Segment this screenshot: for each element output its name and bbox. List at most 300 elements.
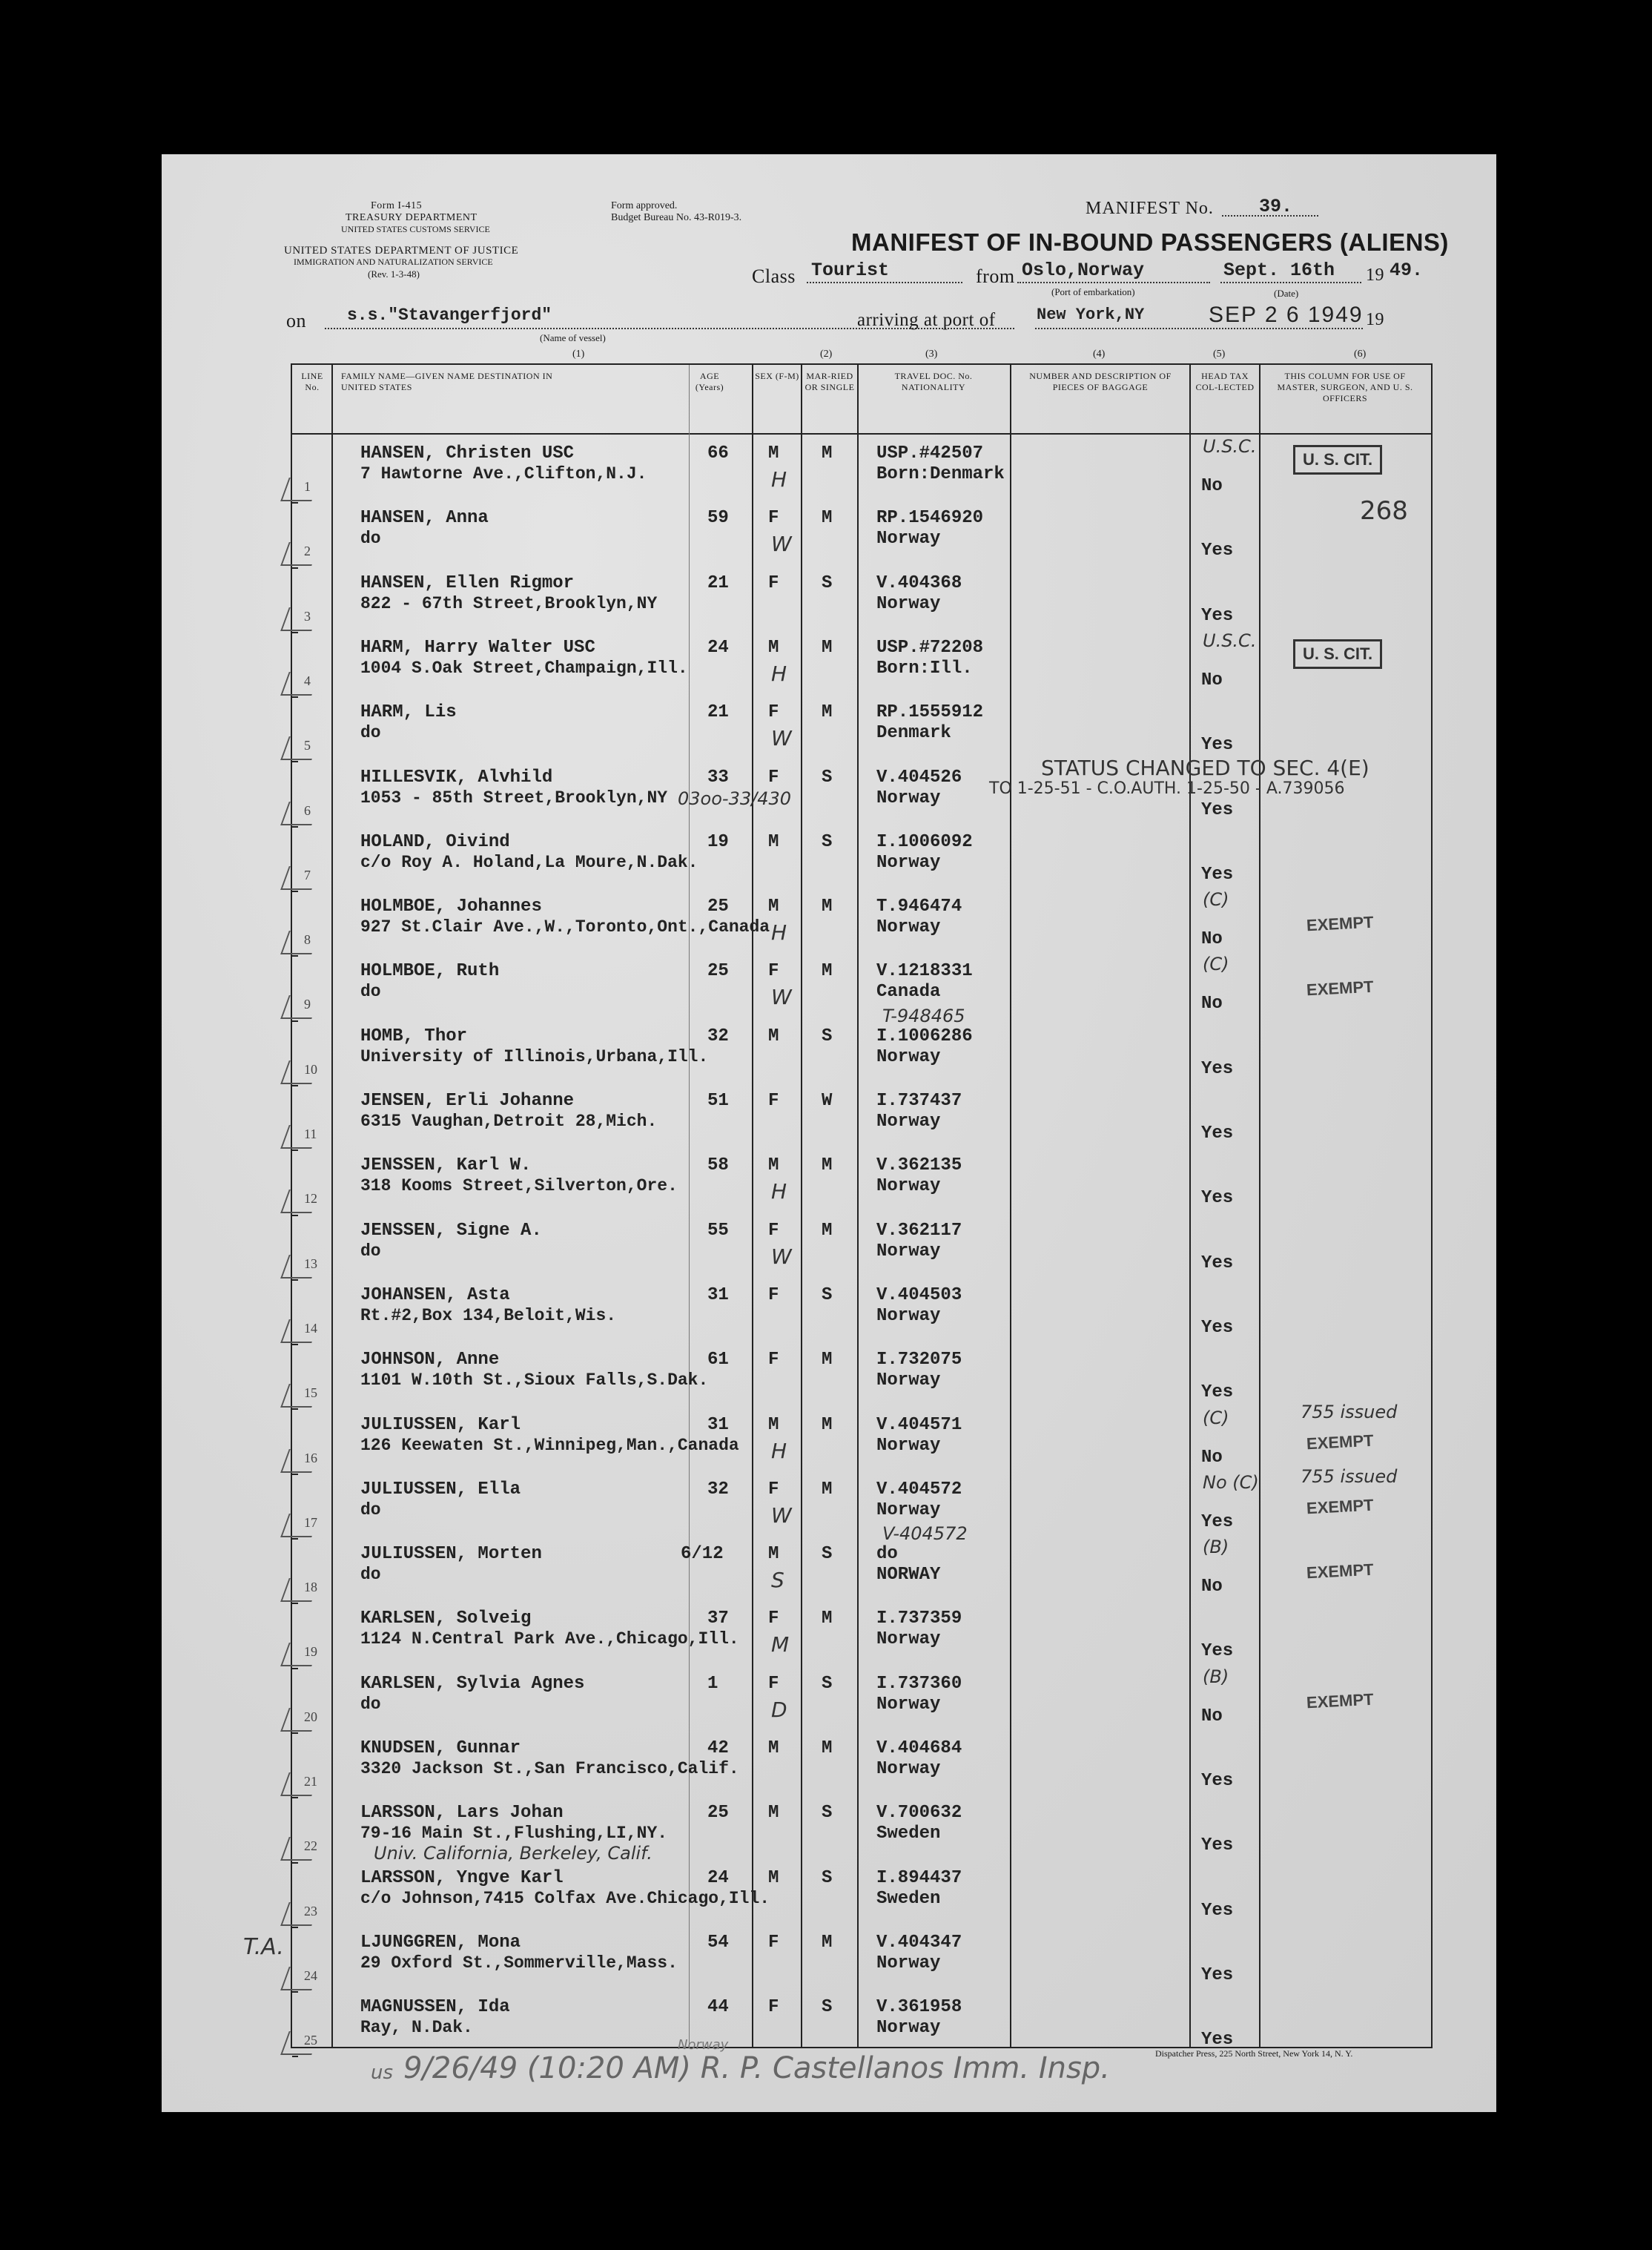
marital-status: M	[822, 508, 833, 529]
handwritten-relation: M	[771, 1632, 790, 1657]
passenger-name: JENSEN, Erli Johanne	[360, 1091, 575, 1111]
year-value: 49.	[1390, 260, 1424, 281]
nationality: Denmark	[876, 723, 951, 744]
handwritten-relation: W	[771, 1502, 792, 1528]
passenger-age: 32	[707, 1026, 729, 1046]
col-officers: THIS COLUMN FOR USE OF MASTER, SURGEON, AND U. S. OFFICERS	[1277, 371, 1413, 403]
passenger-age: 37	[707, 1609, 729, 1629]
passenger-age: 42	[707, 1738, 729, 1758]
travel-document: RP.1546920	[876, 508, 984, 529]
nationality: Born:Denmark	[876, 464, 1005, 484]
line-number: 22	[304, 1838, 317, 1854]
handwritten-relation: W	[771, 726, 792, 751]
line-number: 9	[304, 997, 311, 1012]
line-number: 21	[304, 1774, 317, 1789]
marital-status: S	[822, 767, 833, 788]
head-tax: Yes	[1201, 1835, 1234, 1856]
travel-document: I.732075	[876, 1350, 962, 1370]
passenger-sex: M	[768, 1867, 779, 1888]
table-row	[292, 1734, 1431, 1799]
line-number: 17	[304, 1514, 317, 1530]
marital-status: S	[822, 1673, 833, 1694]
passenger-destination: do	[360, 529, 381, 549]
from-dots	[1017, 282, 1210, 283]
column-number-4: (4)	[1093, 349, 1106, 360]
passenger-sex: F	[768, 1673, 779, 1694]
row-separator	[292, 2056, 298, 2057]
passenger-sex: F	[768, 1350, 779, 1370]
handwritten-relation: W	[771, 532, 792, 557]
head-tax: No	[1201, 476, 1223, 496]
nationality: Norway	[876, 1629, 941, 1650]
travel-document: V.361958	[876, 1997, 962, 2018]
passenger-table	[291, 363, 1433, 2053]
status-change-authority: TO 1-25-51 - C.O.AUTH. 1-25-50 - A.739056	[989, 779, 1345, 798]
table-row	[292, 1928, 1431, 1993]
travel-document: I.1006286	[876, 1026, 973, 1046]
passenger-destination: 822 - 67th Street,Brooklyn,NY	[360, 593, 658, 613]
marital-status: M	[822, 1479, 833, 1500]
passenger-name: JULIUSSEN, Karl	[360, 1414, 521, 1435]
passenger-age: 6/12	[681, 1544, 724, 1565]
col-line: LINE No.	[301, 371, 323, 392]
tax-annotation: (C)	[1203, 1407, 1229, 1428]
officer-note: 268	[1360, 496, 1408, 527]
nationality: Norway	[876, 852, 941, 873]
col-name: FAMILY NAME—GIVEN NAME DESTINATION IN UNITED STATES	[341, 371, 553, 392]
head-tax: Yes	[1201, 1964, 1234, 1985]
handwritten-issue-note: 755 issued	[1301, 1465, 1398, 1487]
passenger-name: LJUNGGREN, Mona	[360, 1932, 521, 1953]
embark-caption: (Port of embarkation)	[1051, 286, 1135, 297]
passenger-age: 1	[707, 1673, 718, 1694]
table-row	[292, 1151, 1431, 1216]
passenger-name: JENSSEN, Signe A.	[360, 1220, 542, 1241]
head-tax: Yes	[1201, 864, 1234, 885]
nationality: Norway	[876, 1435, 941, 1456]
handwritten-relation: H	[771, 1438, 787, 1463]
handwritten-relation: W	[771, 1244, 792, 1269]
travel-document: I.894437	[876, 1867, 962, 1888]
head-tax: No	[1201, 1447, 1223, 1468]
table-row	[292, 954, 1431, 1022]
passenger-age: 19	[707, 831, 729, 852]
passenger-name: HARM, Harry Walter USC	[360, 637, 595, 658]
nationality: Norway	[876, 2018, 941, 2039]
handwritten-issue-note: 755 issued	[1301, 1401, 1398, 1422]
marital-status: M	[822, 1609, 833, 1629]
passenger-destination: do	[360, 1694, 381, 1714]
col-travel: TRAVEL DOC. No. NATIONALITY	[894, 371, 973, 392]
year-prefix: 19	[1366, 265, 1384, 285]
column-number-5: (5)	[1213, 349, 1226, 360]
passenger-age: 44	[707, 1997, 729, 2018]
year-prefix-2: 19	[1366, 310, 1384, 329]
passenger-destination: Rt.#2,Box 134,Beloit,Wis.	[360, 1305, 617, 1325]
passenger-sex: F	[768, 702, 779, 723]
nationality: Norway	[876, 917, 941, 938]
travel-document: do	[876, 1544, 898, 1565]
class-value: Tourist	[811, 260, 890, 281]
passenger-sex: F	[768, 1932, 779, 1953]
passenger-age: 21	[707, 573, 729, 593]
table-row	[292, 1345, 1431, 1411]
passenger-sex: F	[768, 1220, 779, 1241]
table-row	[292, 1798, 1431, 1864]
passenger-name: JOHNSON, Anne	[360, 1350, 500, 1370]
marital-status: M	[822, 637, 833, 658]
nationality: Norway	[876, 1953, 941, 1973]
table-row	[292, 1864, 1431, 1929]
head-tax: No	[1201, 929, 1223, 950]
exempt-stamp: EXEMPT	[1306, 1495, 1375, 1518]
passenger-sex: M	[768, 1738, 779, 1758]
line-number: 8	[304, 932, 311, 948]
arriving-label: arriving at port of	[857, 310, 996, 330]
line-number: 2	[304, 544, 311, 559]
line-number: 25	[304, 2033, 317, 2048]
line-number: 14	[304, 1320, 317, 1336]
line-number: 15	[304, 1385, 317, 1401]
arrival-port: New York,NY	[1037, 306, 1145, 324]
travel-document: I.737359	[876, 1609, 962, 1629]
marital-status: S	[822, 1284, 833, 1305]
table-row	[292, 569, 1431, 634]
passenger-name: MAGNUSSEN, Ida	[360, 1997, 510, 2018]
passenger-name: HANSEN, Christen USC	[360, 443, 575, 463]
passenger-age: 54	[707, 1932, 729, 1953]
form-approved: Form approved.	[611, 200, 678, 211]
handwritten-destination-note: 03oo-33/430	[678, 788, 791, 809]
travel-document: V.404684	[876, 1738, 962, 1758]
passenger-sex: M	[768, 443, 779, 463]
class-label: Class	[752, 265, 796, 287]
marital-status: S	[822, 1997, 833, 2018]
passenger-age: 31	[707, 1284, 729, 1305]
tax-annotation: U.S.C.	[1203, 436, 1257, 457]
arrival-date-dots	[1207, 328, 1363, 329]
passenger-age: 55	[707, 1220, 729, 1241]
passenger-sex: F	[768, 508, 779, 529]
passenger-name: KARLSEN, Sylvia Agnes	[360, 1673, 585, 1694]
marital-status: M	[822, 1414, 833, 1435]
table-row	[292, 1465, 1431, 1540]
head-tax: Yes	[1201, 1058, 1234, 1079]
passenger-age: 32	[707, 1479, 729, 1500]
table-row	[292, 1281, 1431, 1346]
head-tax: Yes	[1201, 541, 1234, 561]
handwritten-document-note: V-404572	[882, 1523, 968, 1545]
passenger-name: HOLMBOE, Ruth	[360, 961, 500, 982]
passenger-destination: do	[360, 1500, 381, 1520]
exempt-stamp: EXEMPT	[1306, 1431, 1375, 1453]
table-row	[292, 436, 1431, 504]
col-sex: SEX (F-M)	[755, 371, 799, 381]
on-label: on	[286, 310, 306, 331]
passenger-age: 25	[707, 1803, 729, 1824]
head-tax: Yes	[1201, 1124, 1234, 1144]
passenger-sex: F	[768, 1284, 779, 1305]
passenger-age: 25	[707, 961, 729, 982]
passenger-destination: c/o Johnson,7415 Colfax Ave.Chicago,Ill.	[360, 1888, 770, 1908]
marital-status: M	[822, 1738, 833, 1758]
tax-annotation: (B)	[1203, 1666, 1229, 1687]
travel-document: USP.#42507	[876, 443, 984, 463]
port-dots	[1035, 328, 1206, 329]
passenger-sex: F	[768, 1091, 779, 1111]
head-tax: Yes	[1201, 1317, 1234, 1338]
nationality: Norway	[876, 529, 941, 550]
vessel-caption: (Name of vessel)	[540, 332, 606, 343]
passenger-sex: F	[768, 1997, 779, 2018]
marital-status: S	[822, 573, 833, 593]
column-number-6: (6)	[1354, 349, 1367, 360]
head-tax: Yes	[1201, 1771, 1234, 1791]
marital-status: S	[822, 1803, 833, 1824]
line-number: 23	[304, 1903, 317, 1919]
passenger-destination: 3320 Jackson St.,San Francisco,Calif.	[360, 1759, 739, 1778]
head-tax: Yes	[1201, 1641, 1234, 1662]
nationality: Norway	[876, 1500, 941, 1520]
line-number: 19	[304, 1644, 317, 1660]
travel-document: V.404368	[876, 573, 962, 593]
passenger-age: 24	[707, 637, 729, 658]
col-married: MAR-RIED OR SINGLE	[804, 371, 855, 392]
handwritten-relation: H	[771, 1179, 787, 1204]
handwritten-destination-note: Univ. California, Berkeley, Calif.	[374, 1843, 652, 1864]
nationality: Norway	[876, 1759, 941, 1779]
table-row	[292, 1401, 1431, 1476]
sail-date: Sept. 16th	[1223, 260, 1335, 281]
handwritten-relation: D	[771, 1697, 787, 1722]
line-number: 11	[304, 1126, 317, 1141]
marital-status: M	[822, 897, 833, 917]
nationality: Canada	[876, 982, 941, 1003]
line-number: 3	[304, 608, 311, 624]
travel-document: V.404503	[876, 1284, 962, 1305]
budget-bureau: Budget Bureau No. 43-R019-3.	[611, 212, 742, 223]
nationality: Norway	[876, 1370, 941, 1391]
column-number-2: (2)	[820, 349, 833, 360]
nationality: Norway	[876, 1046, 941, 1067]
passenger-destination: do	[360, 1241, 381, 1261]
passenger-name: KNUDSEN, Gunnar	[360, 1738, 521, 1758]
passenger-sex: M	[768, 1026, 779, 1046]
col-tax: HEAD TAX COL-LECTED	[1195, 371, 1255, 392]
passenger-name: HANSEN, Ellen Rigmor	[360, 573, 575, 593]
class-dots	[807, 282, 962, 283]
head-tax: Yes	[1201, 2030, 1234, 2051]
table-row	[292, 1523, 1431, 1605]
passenger-name: HOLMBOE, Johannes	[360, 897, 542, 917]
from-value: Oslo,Norway	[1022, 260, 1145, 281]
travel-document: V.362117	[876, 1220, 962, 1241]
line-number: 4	[304, 673, 311, 688]
travel-document: V.362135	[876, 1155, 962, 1176]
from-label: from	[976, 265, 1015, 287]
line-number: 13	[304, 1256, 317, 1271]
table-row	[292, 889, 1431, 957]
passenger-destination: University of Illinois,Urbana,Ill.	[360, 1046, 709, 1066]
nationality: Norway	[876, 593, 941, 614]
passenger-age: 66	[707, 443, 729, 463]
table-row	[292, 1604, 1431, 1669]
table-row	[292, 1993, 1431, 2058]
passenger-sex: F	[768, 961, 779, 982]
nationality: Born:Ill.	[876, 658, 973, 679]
nationality: Norway	[876, 1305, 941, 1326]
passenger-destination: 29 Oxford St.,Sommerville,Mass.	[360, 1953, 678, 1973]
form-number: Form I-415	[371, 200, 423, 211]
nationality: Sweden	[876, 1824, 941, 1844]
head-tax: Yes	[1201, 1382, 1234, 1403]
dept-immigration: IMMIGRATION AND NATURALIZATION SERVICE	[294, 257, 493, 267]
passenger-name: JENSSEN, Karl W.	[360, 1155, 532, 1176]
passenger-age: 59	[707, 508, 729, 529]
marital-status: S	[822, 1544, 833, 1565]
column-number-3: (3)	[925, 349, 938, 360]
table-row	[292, 828, 1431, 893]
marital-status: M	[822, 1220, 833, 1241]
line-number: 12	[304, 1191, 317, 1207]
footer-prefix: us	[371, 2062, 394, 2084]
passenger-destination: 6315 Vaughan,Detroit 28,Mich.	[360, 1112, 658, 1131]
arrival-date-stamp: SEP 2 6 1949	[1209, 303, 1364, 327]
dept-justice: UNITED STATES DEPARTMENT OF JUSTICE	[284, 245, 519, 257]
passenger-destination: 7 Hawtorne Ave.,Clifton,N.J.	[360, 464, 647, 484]
line-number: 16	[304, 1450, 317, 1465]
table-row	[292, 1666, 1431, 1735]
passenger-age: 21	[707, 702, 729, 723]
tax-annotation: (C)	[1203, 889, 1229, 911]
passenger-destination: Ray, N.Dak.	[360, 2018, 473, 2038]
handwritten-relation: H	[771, 661, 787, 686]
table-row	[292, 630, 1431, 699]
head-tax: Yes	[1201, 799, 1234, 820]
form-revision: (Rev. 1-3-48)	[368, 268, 420, 280]
date-dots	[1220, 282, 1361, 283]
passenger-destination: 79-16 Main St.,Flushing,LI,NY.	[360, 1824, 668, 1844]
travel-document: V.1218331	[876, 961, 973, 982]
travel-document: USP.#72208	[876, 637, 984, 658]
passenger-destination: c/o Roy A. Holand,La Moure,N.Dak.	[360, 852, 698, 872]
passenger-name: HILLESVIK, Alvhild	[360, 767, 553, 788]
handwritten-relation: W	[771, 985, 792, 1010]
passenger-age: 51	[707, 1091, 729, 1111]
table-row	[292, 496, 1431, 569]
line-number: 24	[304, 1967, 317, 1983]
col-baggage: NUMBER AND DESCRIPTION OF PIECES OF BAGGAGE	[1029, 371, 1172, 392]
passenger-sex: M	[768, 1803, 779, 1824]
line-number: 18	[304, 1580, 317, 1595]
us-citizen-stamp: U. S. CIT.	[1293, 639, 1382, 669]
tax-annotation: (B)	[1203, 1537, 1229, 1558]
passenger-destination: 1101 W.10th St.,Sioux Falls,S.Dak.	[360, 1370, 709, 1390]
nationality: Norway	[876, 1176, 941, 1197]
manifest-title: MANIFEST OF IN-BOUND PASSENGERS (ALIENS)	[851, 228, 1449, 256]
travel-document: V.404571	[876, 1414, 962, 1435]
handwritten-relation: S	[771, 1568, 784, 1593]
travel-document: I.737437	[876, 1091, 962, 1111]
head-tax: Yes	[1201, 1188, 1234, 1209]
vessel-name: s.s."Stavangerfjord"	[347, 306, 552, 325]
marital-status: S	[822, 831, 833, 852]
passenger-destination: 927 St.Clair Ave.,W.,Toronto,Ont.,Canada	[360, 917, 770, 937]
handwritten-document-note: T-948465	[882, 1005, 965, 1026]
table-row	[292, 698, 1431, 763]
column-number-1: (1)	[572, 349, 585, 360]
passenger-destination: 1004 S.Oak Street,Champaign,Ill.	[360, 658, 688, 678]
head-tax: No	[1201, 1577, 1223, 1597]
passenger-age: 31	[707, 1414, 729, 1435]
passenger-sex: F	[768, 1479, 779, 1500]
marital-status: M	[822, 1155, 833, 1176]
passenger-age: 61	[707, 1350, 729, 1370]
passenger-destination: 318 Kooms Street,Silverton,Ore.	[360, 1176, 678, 1196]
line-number: 1	[304, 479, 311, 494]
passenger-sex: M	[768, 1544, 779, 1565]
passenger-destination: 1053 - 85th Street,Brooklyn,NY	[360, 788, 668, 808]
passenger-destination: do	[360, 1565, 381, 1585]
head-tax: Yes	[1201, 1511, 1234, 1532]
passenger-age: 58	[707, 1155, 729, 1176]
manifest-no-value: 39.	[1259, 196, 1293, 217]
tax-annotation: (C)	[1203, 954, 1229, 975]
passenger-name: JULIUSSEN, Morten	[360, 1544, 542, 1565]
exempt-stamp: EXEMPT	[1306, 1689, 1375, 1712]
marital-status: W	[822, 1091, 833, 1111]
passenger-sex: M	[768, 637, 779, 658]
passenger-sex: M	[768, 831, 779, 852]
marital-status: M	[822, 961, 833, 982]
head-tax: No	[1201, 994, 1223, 1015]
handwritten-relation: H	[771, 920, 787, 946]
travel-document: V.404526	[876, 767, 962, 788]
travel-document: V.404347	[876, 1932, 962, 1953]
tax-annotation: No (C)	[1203, 1471, 1259, 1493]
exempt-stamp: EXEMPT	[1306, 1560, 1375, 1583]
margin-note: T.A.	[243, 1934, 284, 1960]
marital-status: S	[822, 1867, 833, 1888]
passenger-destination: do	[360, 982, 381, 1002]
passenger-age: 25	[707, 897, 729, 917]
passenger-sex: M	[768, 1414, 779, 1435]
table-row	[292, 1086, 1431, 1152]
passenger-sex: M	[768, 897, 779, 917]
nationality: Norway	[876, 1241, 941, 1261]
passenger-destination: 1124 N.Central Park Ave.,Chicago,Ill.	[360, 1629, 739, 1649]
passenger-name: HARM, Lis	[360, 702, 457, 723]
passenger-sex: F	[768, 767, 779, 788]
printer-imprint: Dispatcher Press, 225 North Street, New York 14, N. Y.	[1155, 2048, 1353, 2059]
travel-document: RP.1555912	[876, 702, 984, 723]
passenger-age: 33	[707, 767, 729, 788]
passenger-name: LARSSON, Lars Johan	[360, 1803, 564, 1824]
inspector-signature: 9/26/49 (10:20 AM) R. P. Castellanos Imm. Insp.	[403, 2051, 1110, 2085]
line-number: 7	[304, 867, 311, 882]
nationality: NORWAY	[876, 1565, 941, 1586]
passenger-name: JOHANSEN, Asta	[360, 1284, 510, 1305]
passenger-destination: do	[360, 723, 381, 743]
manifest-no-label: MANIFEST No.	[1086, 199, 1214, 218]
handwritten-nationality-note: Norway	[678, 2037, 729, 2053]
passenger-destination: 126 Keewaten St.,Winnipeg,Man.,Canada	[360, 1435, 739, 1455]
passenger-name: JULIUSSEN, Ella	[360, 1479, 521, 1500]
nationality: Sweden	[876, 1888, 941, 1909]
marital-status: M	[822, 443, 833, 463]
exempt-stamp: EXEMPT	[1306, 977, 1375, 1000]
head-tax: Yes	[1201, 605, 1234, 626]
